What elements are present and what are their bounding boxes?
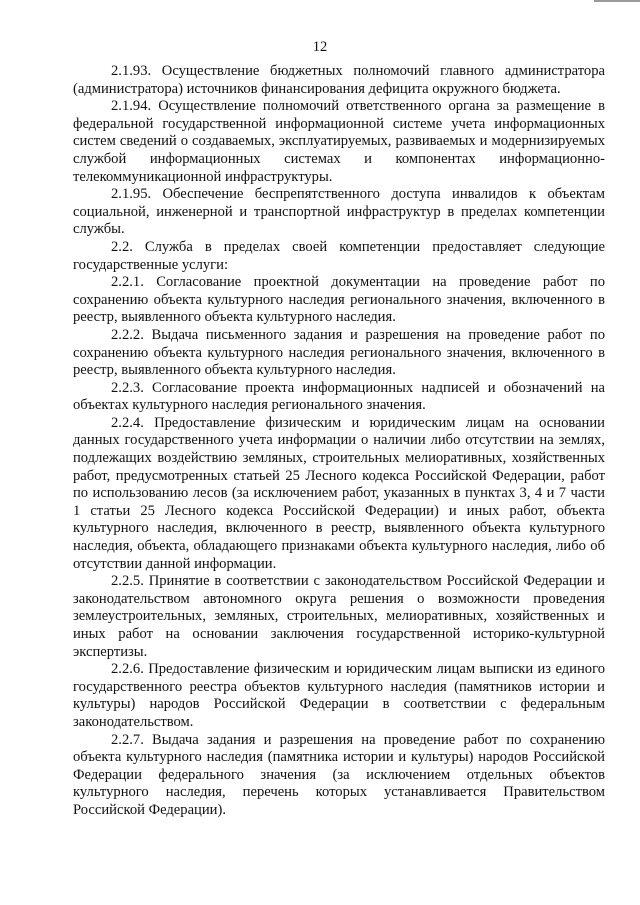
paragraph-2-1-93: 2.1.93. Осуществление бюджетных полномочий главного администратора (администратора) источников финансирования дефицита окружного бюджета.	[73, 63, 605, 97]
paragraph-2-2-5: 2.2.5. Принятие в соответствии с законодательством Российской Федерации и законодательством автономного округа решения о возможности проведения землеустроительных, земляных, строительных, мелиоративных, хозяйственных и иных работ на основании заключения государственной историко-культурной экспертизы.	[73, 573, 605, 660]
document-body	[73, 63, 605, 820]
paragraph-2-2-6: 2.2.6. Предоставление физическим и юридическим лицам выписки из единого государственного реестра объектов культурного наследия (памятников истории и культуры) народов Российской Федерации в соответствии с федеральным законодательством.	[73, 661, 605, 730]
paragraph-2-1-94: 2.1.94. Осуществление полномочий ответственного органа за размещение в федеральной государственной информационной системе учета информационных систем сведений о создаваемых, эксплуатируемых, развиваемых и модернизируемых службой информационных системах и компонентах информационно-телекоммуникационной инфраструктуры.	[73, 98, 605, 185]
paragraph-2-2-3: 2.2.3. Согласование проекта информационных надписей и обозначений на объектах культурного наследия регионального значения.	[73, 379, 605, 414]
paragraph-2-2: 2.2. Служба в пределах своей компетенции предоставляет следующие государственные услуги:	[73, 238, 605, 273]
scan-edge-mark	[594, 0, 640, 2]
paragraph-2-2-4: 2.2.4. Предоставление физическим и юридическим лицам на основании данных государственного учета информации о наличии либо отсутствии на землях, подлежащих воздействию земляных, строительных мелиоративных, хозяйственных работ, предусмотренных статьей 25 Лесного кодекса Российской Федерации, работ по использованию лесов (за исключением работ, указанных в пунктах 3, 4 и 7 части 1 статьи 25 Лесного кодекса Российской Федерации) и иных работ, объекта культурного наследия, включенного в реестр, выявленного объекта культурного наследия, объекта, обладающего признаками объекта культурного наследия, либо об отсутствии данной информации.	[73, 414, 605, 572]
paragraph-2-2-7: 2.2.7. Выдача задания и разрешения на проведение работ по сохранению объекта культурного наследия (памятника истории и культуры) народов Российской Федерации федерального значения (за исключением отдельных объектов культурного наследия, перечень которых устанавливается Правительством Российской Федерации).	[73, 731, 605, 818]
paragraph-2-2-1: 2.2.1. Согласование проектной документации на проведение работ по сохранению объекта культурного наследия регионального значения, включенного в реестр, выявленного объекта культурного наследия.	[73, 274, 605, 326]
paragraph-2-2-2: 2.2.2. Выдача письменного задания и разрешения на проведение работ по сохранению объекта культурного наследия регионального значения, включенного в реестр, выявленного объекта культурного наследия.	[73, 326, 605, 379]
paragraph-2-1-95: 2.1.95. Обеспечение беспрепятственного доступа инвалидов к объектам социальной, инженерной и транспортной инфраструктур в пределах компетенции службы.	[73, 186, 605, 238]
page-number: 12	[312, 39, 328, 55]
